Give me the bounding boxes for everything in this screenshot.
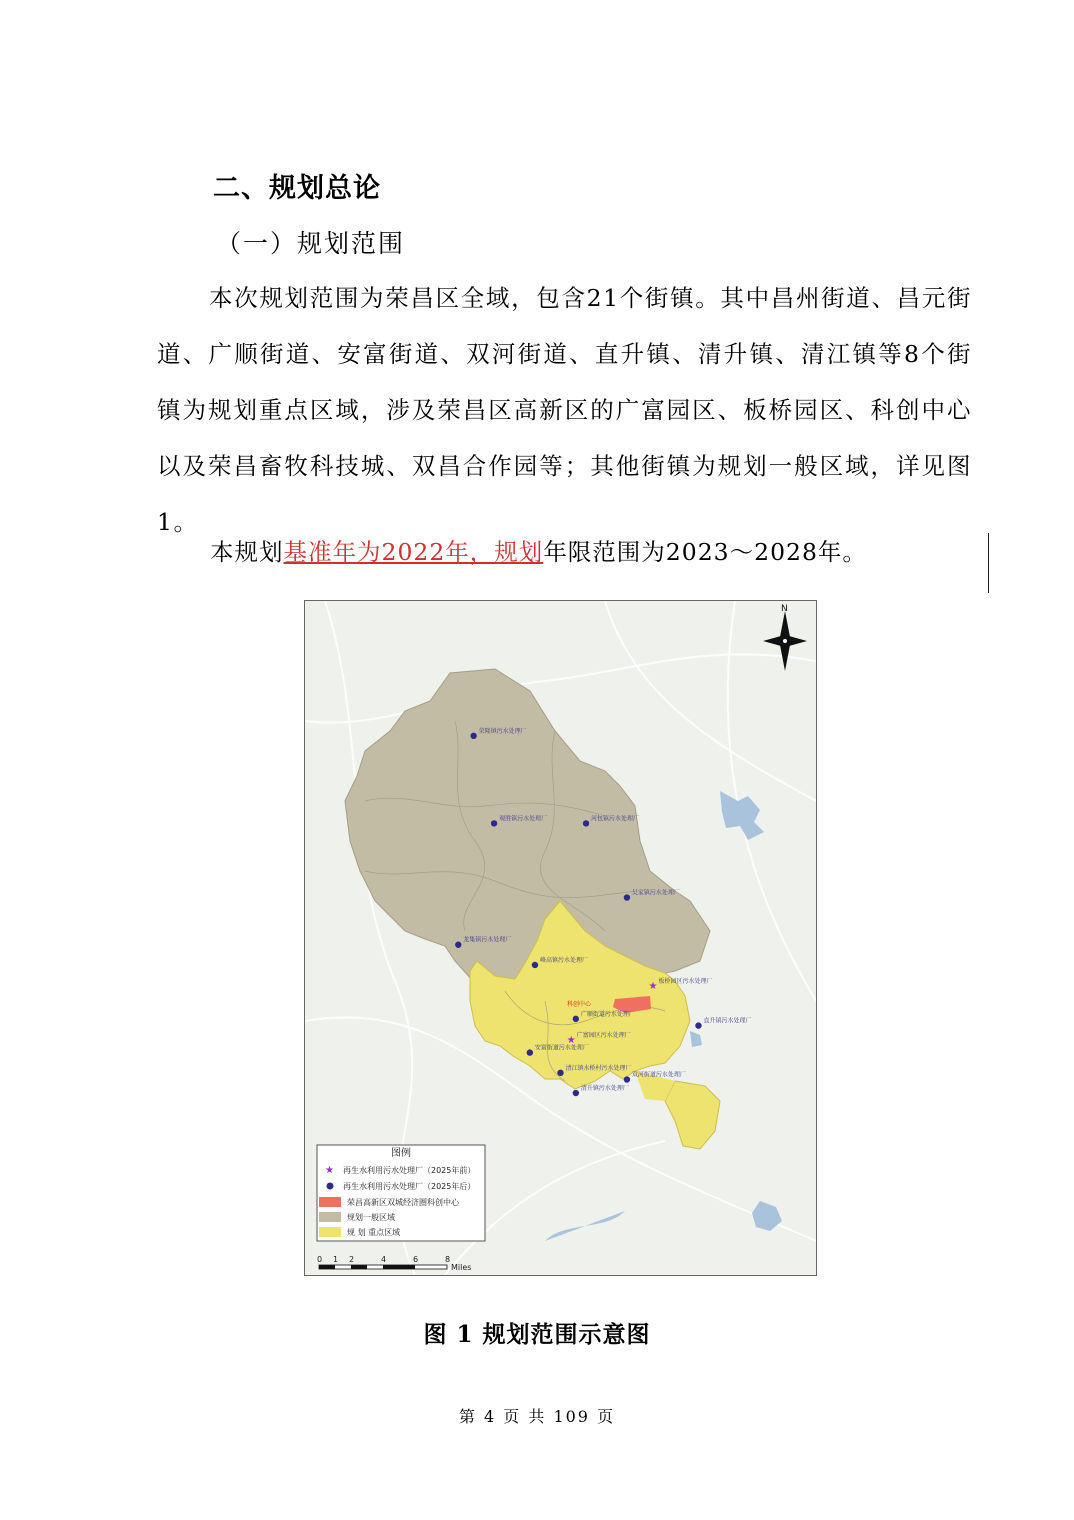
legend-item-general: 规划一般区域	[347, 1213, 395, 1222]
plant-label: 安富街道污水处理厂	[534, 1044, 589, 1052]
legend-item-key: 规 划 重点区域	[347, 1228, 401, 1237]
plant-dot-icon	[624, 894, 630, 900]
plant-dot-icon	[624, 1076, 630, 1082]
figure-caption: 图 1 规划范围示意图	[423, 1321, 651, 1348]
plant-label: 清升镇污水处理厂	[580, 1085, 629, 1093]
scale-tick-label: 2	[349, 1255, 355, 1264]
paragraph-baseline-year	[210, 524, 970, 580]
key-swatch	[319, 1227, 341, 1237]
plant-dot-icon	[532, 962, 538, 968]
plant-star-icon: ★	[566, 1035, 576, 1047]
plant-dot-icon	[491, 820, 497, 826]
planning-area-map	[304, 600, 817, 1276]
plant-label: 龙集镇污水处理厂	[463, 936, 512, 944]
plant-dot-icon	[583, 820, 589, 826]
plant-label: 吴家镇污水处理厂	[631, 889, 680, 897]
map-legend	[317, 1145, 485, 1241]
star-icon: ★	[325, 1165, 334, 1176]
scale-unit: Miles	[451, 1263, 472, 1272]
dot-icon	[327, 1183, 334, 1190]
plant-label: 峰高镇污水处理厂	[539, 956, 588, 964]
scale-tick-label: 1	[333, 1255, 339, 1264]
plant-label: 双河街道污水处理厂	[631, 1071, 686, 1079]
plant-label: 清江镇水桥村污水处理厂	[565, 1064, 632, 1072]
page-footer: 第 4 页 共 109 页	[458, 1407, 616, 1426]
plant-label: 板桥园区污水处理厂	[658, 978, 713, 986]
scale-tick-label: 4	[381, 1255, 387, 1264]
plant-label: 河包镇污水处理厂	[591, 815, 640, 823]
scale-tick-label: 6	[413, 1255, 419, 1264]
plant-label: 观胜镇污水处理厂	[499, 815, 548, 823]
baseline-text-after: 年限范围为2023～2028年。	[543, 538, 867, 566]
plant-dot-icon	[455, 942, 461, 948]
plant-dot-icon	[695, 1022, 701, 1028]
general-swatch	[319, 1212, 341, 1222]
revision-bar	[988, 533, 989, 593]
legend-item-plant-pre: 再生水利用污水处理厂（2025年前）	[343, 1166, 476, 1175]
north-label: N	[781, 604, 788, 614]
plant-star-icon: ★	[648, 981, 658, 993]
plant-label: 广顺街道污水处理厂	[580, 1010, 635, 1018]
legend-title: 图例	[391, 1148, 411, 1159]
scale-tick-label: 0	[317, 1255, 323, 1264]
science-center-label: 科创中心	[567, 1001, 592, 1008]
scale-tick-label: 8	[445, 1255, 451, 1264]
plant-label: 直升镇污水处理厂	[703, 1017, 752, 1025]
plant-label: 荣隆镇污水处理厂	[478, 727, 527, 735]
plant-dot-icon	[573, 1016, 579, 1022]
paragraph-scope: 本次规划范围为荣昌区全域，包含21个街镇。其中昌州街道、昌元街道、广顺街道、安富街道、双河街道、直升镇、清升镇、清江镇等8个街镇为规划重点区域，涉及荣昌区高新区的广富园区、板桥园区、科创中心以及荣昌畜牧科技城、双昌合作园等；其他街镇为规划一般区域，详见图1。	[157, 284, 972, 536]
section-heading: 二、规划总论	[213, 173, 381, 204]
tracked-change-text: 基准年为2022年，规划	[283, 538, 544, 566]
legend-item-plant-post: 再生水利用污水处理厂（2025年后）	[343, 1182, 476, 1191]
plant-dot-icon	[573, 1090, 579, 1096]
legend-item-center: 荣昌高新区双城经济圈科创中心	[347, 1198, 459, 1207]
center-swatch	[319, 1197, 341, 1207]
plant-dot-icon	[557, 1070, 563, 1076]
plant-label: 广富园区污水处理厂	[576, 1032, 631, 1040]
subsection-heading: （一）规划范围	[216, 229, 406, 258]
baseline-text-before: 本规划	[210, 538, 284, 566]
plant-dot-icon	[527, 1049, 533, 1055]
plant-dot-icon	[470, 733, 476, 739]
